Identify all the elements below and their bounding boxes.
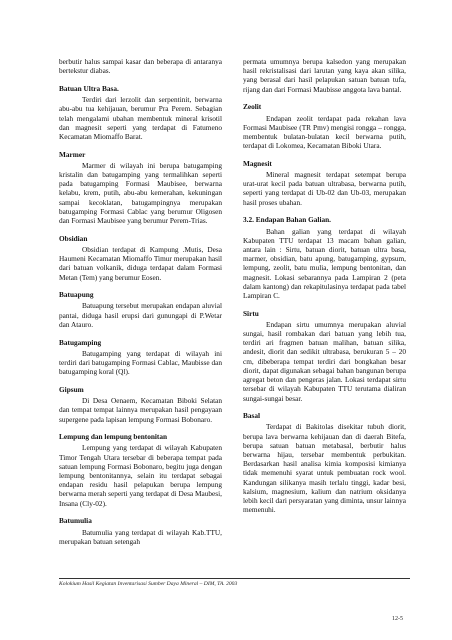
section-heading: Batuapung xyxy=(59,290,94,300)
footer-divider xyxy=(59,578,410,579)
section-heading: 3.2. Endapan Bahan Galian. xyxy=(243,215,332,225)
section-gipsum xyxy=(59,385,222,424)
section-heading: Marmer xyxy=(59,149,86,159)
left-column xyxy=(59,57,222,554)
section-endapan-bahan-galian xyxy=(243,215,406,300)
section-body: Terdapat di Bakitolas disekitar tubuh diorit, berupa lava berwarna kehijauan dan di daerah Bitefa, berupa satuan batuan metabasal, berbutir halus berwarna hijau, tersebar membentuk perbukitan. Berdasarkan hasil analisa kimia komposisi kimianya tidak memenuhi syarat untuk pembuatan rock wool. Kandungan silikanya masih terlalu tinggi, kadar besi, kalsium, magnesium, kalium dan natrium oksidanya lebih kecil dari persyaratan yang diminta, unsur lainnya memenuhi. xyxy=(243,422,406,515)
section-batuan-ultra-basa xyxy=(59,84,222,141)
section-body: Bahan galian yang terdapat di wilayah Kabupaten TTU terdapat 13 macam bahan galian, antara lain : Sirtu, batuan diorit, batuan ultra basa, marmer, obsidian, batu apung, batugamping, gypsum, lempung, zeolit, batu mulia, lempung bentonitan, dan magnesit. Lokasi sebarannya pada Lampiran 2 (peta dalam kantong) dan rekapitulasinya terdapat pada tabel Lampiran C. xyxy=(243,226,406,300)
section-heading: Obsidian xyxy=(59,233,88,243)
section-body: Di Desa Oenaem, Kecamatan Biboki Selatan dan tempat tempat lainnya merupakan hasil pengayaan supergene pada lapisan lempung Formasi Bobonaro. xyxy=(59,396,222,424)
section-lempung xyxy=(59,432,222,508)
section-heading: Basal xyxy=(243,411,261,421)
section-heading: Magnesit xyxy=(243,158,272,168)
section-heading: Zeolit xyxy=(243,102,262,112)
section-batugamping xyxy=(59,338,222,377)
right-column xyxy=(243,57,406,523)
section-heading: Lempung dan lempung bentonitan xyxy=(59,432,168,442)
footer-caption: Kolokium Hasil Kegiatan Inventarisasi Sumber Daya Mineral – DIM, TA. 2003 xyxy=(59,581,238,587)
section-heading: Batumulia xyxy=(59,516,92,526)
section-body: Lempung yang terdapat di wilayah Kabupaten Timor Tengah Utara tersebar di beberapa tempat pada satuan lempung Formasi Bobonaro, begitu juga dengan lempung bentonitannya, selain itu terdapat sebagai endapan residu hasil pelapukan berupa lempung berwarna merah seperti yang terdapat di Desa Maubesi, Insana (Cly-02). xyxy=(59,443,222,508)
section-magnesit xyxy=(243,159,406,207)
section-sirtu xyxy=(243,309,406,403)
section-body: Mineral magnesit terdapat setempat berupa urat-urat kecil pada batuan ultrabasa, berwarna putih, seperti yang terdapat di Ub-02 dan Ub-03, merupakan hasil proses ubahan. xyxy=(243,170,406,207)
section-continuation xyxy=(59,57,222,75)
section-body: Endapan zeolit terdapat pada rekahan lava Formasi Maubisee (TR Pmv) mengisi rongga – rongga, membentuk bulatan-bulatan kecil berwarna putih, terdapat di Lokomea, Kecamatan Biboki Utara. xyxy=(243,113,406,151)
section-body: permata umumnya berupa kalsedon yang merupakan hasil rekristalisasi dari larutan yang kaya akan silika, yang berasal dari hasil pelapukan satuan batuan tufa, rijang dan dari Formasi Maubisse anggota lava bantal. xyxy=(243,57,406,94)
section-marmer xyxy=(59,150,222,226)
page-number: 12-5 xyxy=(392,616,403,622)
section-heading: Sirtu xyxy=(243,308,259,318)
section-basal xyxy=(243,411,406,514)
section-body: Obsidian terdapat di Kampung .Mutis, Desa Haumeni Kecamatan Miomaffo Timur merupakan hasil dari batuan volkanik, diduga terdapat dalam Formasi Metan (Tem) yang berumur Eosen. xyxy=(59,244,222,282)
section-continuation xyxy=(243,57,406,94)
section-body: Marmer di wilayah ini berupa batugamping kristalin dan batugamping yang termalihkan seperti pada batugamping Formasi Maubisee, berwarna kelabu, krem, putih, abu-abu kemerahan, kekuningan sampai kecoklatan, batugampingnya merupakan batugamping Formasi Cablac yang berumur Oligosen dan Formasi Maubisee yang berumur Perem-Trias. xyxy=(59,160,222,226)
section-body: Batugamping yang terdapat di wilayah ini terdiri dari batugamping Formasi Cablac, Maubisse dan batugamping koral (Ql). xyxy=(59,348,222,377)
section-body: berbutir halus sampai kasar dan beberapa di antaranya bertekstur diabas. xyxy=(59,57,222,76)
section-heading: Gipsum xyxy=(59,384,84,394)
section-batuapung xyxy=(59,290,222,329)
section-body: Endapan sirtu umumnya merupakan aluvial sungai, hasil rombakan dari batuan yang lebih tua, terdiri ari fragmen batuan malihan, batuan silika, andesit, diorit dan sedikit ultrabasa, berukuran 5 – 20 cm, dibeberapa tempat terdiri dari bongkahan besar diorit, dapat digunakan sebagai bahan bangunan berupa agregat beton dan pengeras jalan. Lokasi terdapat sirtu tersebar di wilayah Kabupaten TTU terutama dialiran sungai-sungai besar. xyxy=(243,319,406,403)
section-batumulia xyxy=(59,516,222,546)
section-obsidian xyxy=(59,234,222,282)
section-zeolit xyxy=(243,102,406,150)
section-body: Batumulia yang terdapat di wilayah Kab.TTU, merupakan batuan setengah xyxy=(59,527,222,546)
section-heading: Batugamping xyxy=(59,337,102,347)
section-heading: Batuan Ultra Basa. xyxy=(59,83,119,93)
section-body: Terdiri dari lerzolit dan serpentinit, berwarna abu-abu tua kehijauan, berumur Pra Perem. Sebagian telah mengalami ubahan membentuk mineral krisotil dan magnesit seperti yang terdapat di Fatumeno Kecamatan Miomaffo Barat. xyxy=(59,95,222,141)
section-body: Batuapung tersebut merupakan endapan aluvial pantai, diduga hasil erupsi dari gunungapi di P.Wetar dan Atauro. xyxy=(59,301,222,329)
